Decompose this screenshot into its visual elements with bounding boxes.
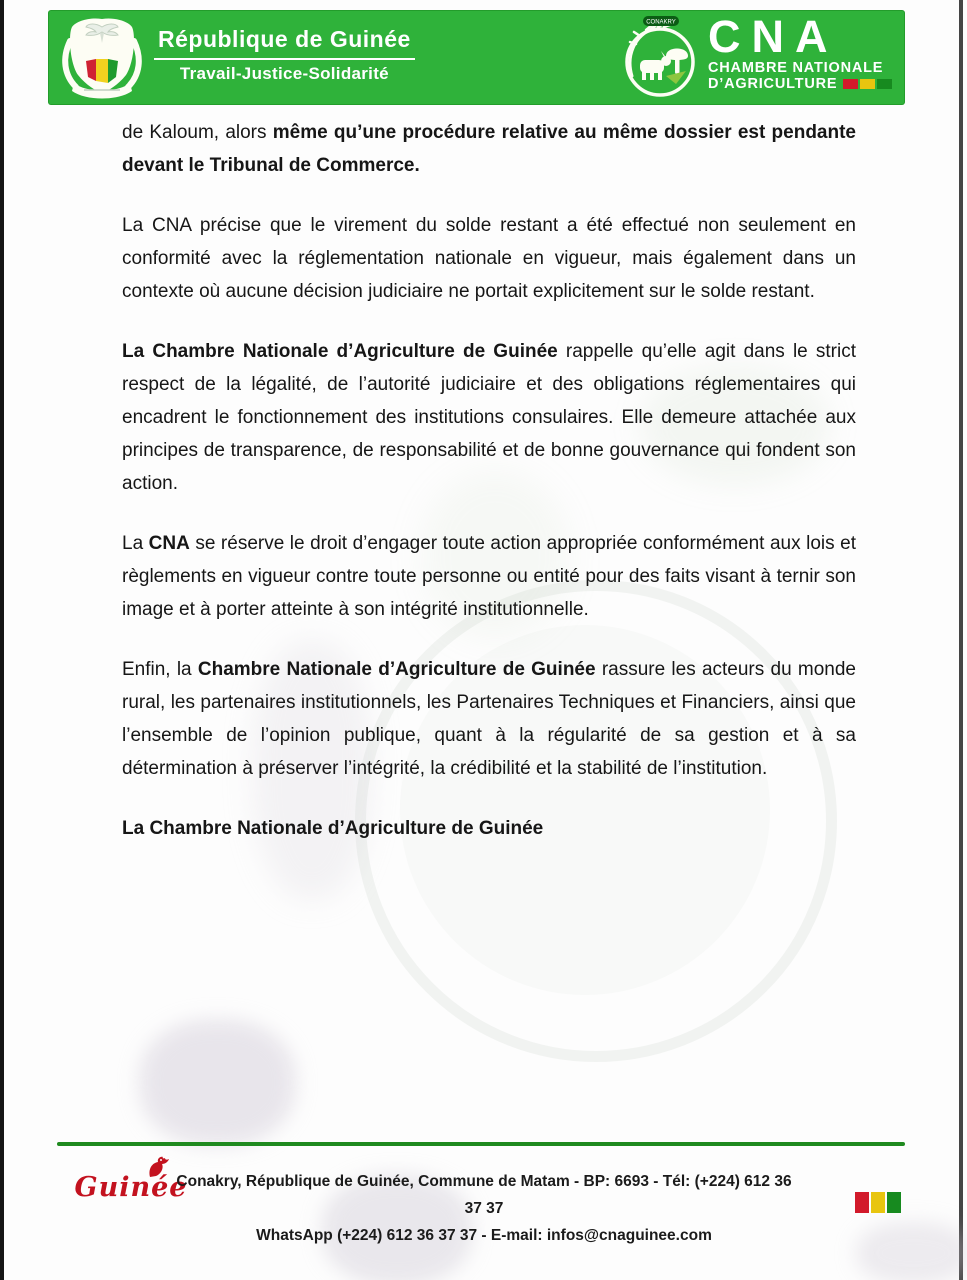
cna-wordmark (708, 11, 892, 92)
guinea-coat-of-arms-icon (56, 13, 148, 103)
scan-edge-right (959, 0, 963, 1280)
guinee-brand-text: Guinée (74, 1172, 188, 1203)
paragraph-legalite: La Chambre Nationale d’Agriculture de Guinée rappelle qu’elle agit dans le strict respect de la légalité, de l’autorité judiciaire et des obligations réglementaires qui encadrent le fonctionnement des institutions consulaires. Elle demeure attachée aux principes de transparence, de responsabilité et de bonne gouvernance qui fondent son action. (122, 341, 857, 494)
paragraph-kaloum: de Kaloum, alors même qu’une procédure relative au même dossier est pendante devant le Tribunal de Commerce. (122, 122, 856, 176)
rooster-icon (144, 1155, 174, 1179)
paragraph-rassure: Enfin, la Chambre Nationale d’Agriculture de Guinée rassure les acteurs du monde rural, les partenaires institutionnels, les Partenaires Techniques et Financiers, ainsi que l’ensemble de l’opinion publique, quant à la régularité de sa gestion et à sa détermination à préserver l’intégrité, la crédibilité et la stabilité de l’institution. (122, 659, 856, 779)
cna-acronym: CNA (708, 11, 839, 62)
paragraph-virement: La CNA précise que le virement du solde restant a été effectué non seulement en conformité avec la réglementation nationale en vigueur, mais également dans un contexte où aucune décision judiciaire ne portait explicitement sur le solde restant. (122, 215, 856, 302)
cna-city-label: CONAKRY (646, 19, 676, 26)
footer-contact (175, 1168, 793, 1249)
cna-emblem-icon (616, 16, 704, 102)
guinea-flag-icon (855, 1192, 901, 1213)
paragraph-reserve: La CNA se réserve le droit d’engager toute action appropriée conformément aux lois et règlements en vigueur contre toute personne ou entité pour des faits visant à ternir son image et à porter atteinte à son intégrité institutionnelle. (122, 533, 856, 620)
footer-rule (57, 1142, 905, 1146)
footer-address-line: Conakry, République de Guinée, Commune de Matam - BP: 6693 - Tél: (+224) 612 36 37 37 (176, 1173, 792, 1217)
cna-name-line1: CHAMBRE NATIONALE (708, 60, 884, 76)
header-mini-flag-icon (843, 79, 892, 89)
scan-edge-left (0, 0, 4, 1280)
footer-whatsapp-line: WhatsApp (+224) 612 36 37 37 - E-mail: infos@cnaguinee.com (256, 1227, 712, 1244)
signature-line: La Chambre Nationale d’Agriculture de Guinée (122, 818, 544, 839)
cna-name-line2: D’AGRICULTURE (708, 76, 838, 92)
scan-smudge (140, 1020, 295, 1145)
republic-title: République de Guinée (154, 26, 415, 60)
letterhead-banner (48, 10, 905, 105)
scan-smudge (856, 1222, 967, 1280)
document-body (122, 116, 856, 872)
republic-motto: Travail-Justice-Solidarité (179, 64, 389, 83)
republic-title-block (154, 26, 415, 84)
